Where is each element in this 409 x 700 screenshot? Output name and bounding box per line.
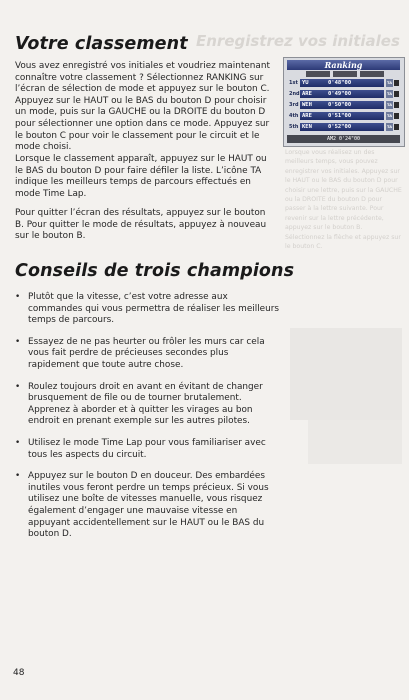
list-item: [15, 471, 280, 541]
ranking-initials: WEH: [302, 102, 312, 108]
ranking-position: 2nd: [289, 91, 300, 97]
bullet-icon: •: [15, 471, 21, 482]
list-item: [15, 337, 280, 372]
section-title-classement: Votre classement: [15, 34, 188, 54]
paragraph-ranking-exit: Pour quitter l’écran des résultats, appuyez sur le bouton B. Pour quitter le mode de résultats, appuyez à nouveau sur le bouton B.: [15, 208, 267, 242]
ranking-tab: [333, 71, 357, 77]
time-lap-icon: TA: [387, 103, 392, 107]
bleed-through-title: Enregistrez vos initiales: [196, 32, 400, 50]
list-item: [15, 382, 280, 428]
checkmark-icon: [394, 102, 399, 108]
tip-text: Plutôt que la vitesse, c’est votre adresse aux commandes qui vous permettra de réaliser les meilleurs temps de parcours.: [28, 292, 280, 326]
ranking-screenshot-header: Ranking: [287, 60, 400, 70]
bullet-icon: •: [15, 381, 21, 392]
checkmark-icon: [394, 91, 399, 97]
ranking-position: 1st: [289, 80, 298, 86]
checkmark-icon: [394, 124, 399, 130]
ranking-row: [287, 90, 401, 99]
ranking-screenshot-footer: AM2 0'24"00: [287, 135, 400, 143]
bleed-through-text: Lorsque vous réalisez un des meilleurs temps, vous pouvez enregistrer vos initiales. Appuyez sur le HAUT ou le BAS du bouton D pour choisir une lettre, puis sur la GAUCHE ou la DROITE du bouton D pour passer à la lettre suivante. Pour revenir sur la lettre précédente, appuyez sur le bouton B. Sélectionnez la flèche et appuyez sur le bouton C.: [285, 149, 402, 251]
ranking-time: 0'48"00: [328, 80, 352, 86]
section-title-conseils: Conseils de trois champions: [15, 261, 295, 281]
ranking-row: [287, 101, 401, 110]
ranking-time: 0'52"00: [328, 124, 352, 130]
tips-list: [15, 292, 280, 551]
ranking-time: 0'49"00: [328, 91, 352, 97]
bullet-icon: •: [15, 292, 21, 302]
ranking-tab: [360, 71, 384, 77]
bullet-icon: •: [15, 336, 21, 347]
ranking-position: 4th: [289, 113, 299, 119]
ranking-row: [287, 112, 401, 121]
tip-text: Utilisez le mode Time Lap pour vous familiariser avec tous les aspects du circuit.: [28, 437, 266, 460]
list-item: [15, 438, 280, 461]
paragraph-ranking-scroll: Lorsque le classement apparaît, appuyez sur le HAUT ou le BAS du bouton D pour faire défiler la liste. L’icône TA indique les meilleurs temps de parcours effectués en mode Time Lap.: [15, 154, 267, 199]
ranking-position: 5th: [289, 124, 299, 130]
time-lap-icon: TA: [387, 125, 392, 129]
ranking-time: 0'50"00: [328, 102, 352, 108]
ranking-position: 3rd: [289, 102, 299, 108]
ranking-time: 0'51"00: [328, 113, 352, 119]
ranking-row: [287, 79, 401, 88]
time-lap-icon: TA: [387, 81, 392, 85]
tip-text: Roulez toujours droit en avant en évitant de changer brusquement de file ou de tourner brutalement. Apprenez à aborder et à quitter les virages au bon endroit en prenant exemple sur les autres pilotes.: [28, 381, 263, 427]
bleed-through-image: [290, 328, 402, 420]
ranking-row: [287, 123, 401, 132]
bleed-through-image-2: [308, 420, 402, 464]
time-lap-icon: TA: [387, 114, 392, 118]
page-number: 48: [13, 668, 25, 678]
tip-text: Essayez de ne pas heurter ou frôler les murs car cela vous fait perdre de précieuses secondes plus rapidement que toute autre chose.: [28, 336, 265, 370]
ranking-initials: KEN: [302, 124, 312, 130]
tip-text: Appuyez sur le bouton D en douceur. Des embardées inutiles vous feront perdre un temps précieux. Si vous utilisez une boîte de vitesses manuelle, vous risquez également d’engager une mauvaise vitesse en appuyant accidentellement sur le HAUT ou le BAS du bouton D.: [28, 471, 269, 540]
ranking-initials: ARE: [302, 113, 312, 119]
ranking-screenshot: [283, 57, 405, 147]
checkmark-icon: [394, 80, 399, 86]
ranking-screenshot-tabs: [306, 71, 386, 78]
ranking-tab: [306, 71, 330, 77]
ranking-initials: YU: [302, 80, 309, 86]
time-lap-icon: TA: [387, 92, 392, 96]
list-item: [15, 292, 280, 327]
bullet-icon: •: [15, 437, 21, 448]
ranking-initials: ARE: [302, 91, 312, 97]
checkmark-icon: [394, 113, 399, 119]
paragraph-ranking-intro: Vous avez enregistré vos initiales et voudriez maintenant connaître votre classement ? Sélectionnez RANKING sur l’écran de sélection de mode et appuyez sur le bouton C. Appuyez sur le HAUT ou le BAS du bouton D pour choisir un mode, puis sur la GAUCHE ou la DROITE du bouton D pour sélectionner une option dans ce mode. Appuyez sur le bouton C pour voir le classement pour le circuit et le mode choisi.: [15, 61, 270, 153]
